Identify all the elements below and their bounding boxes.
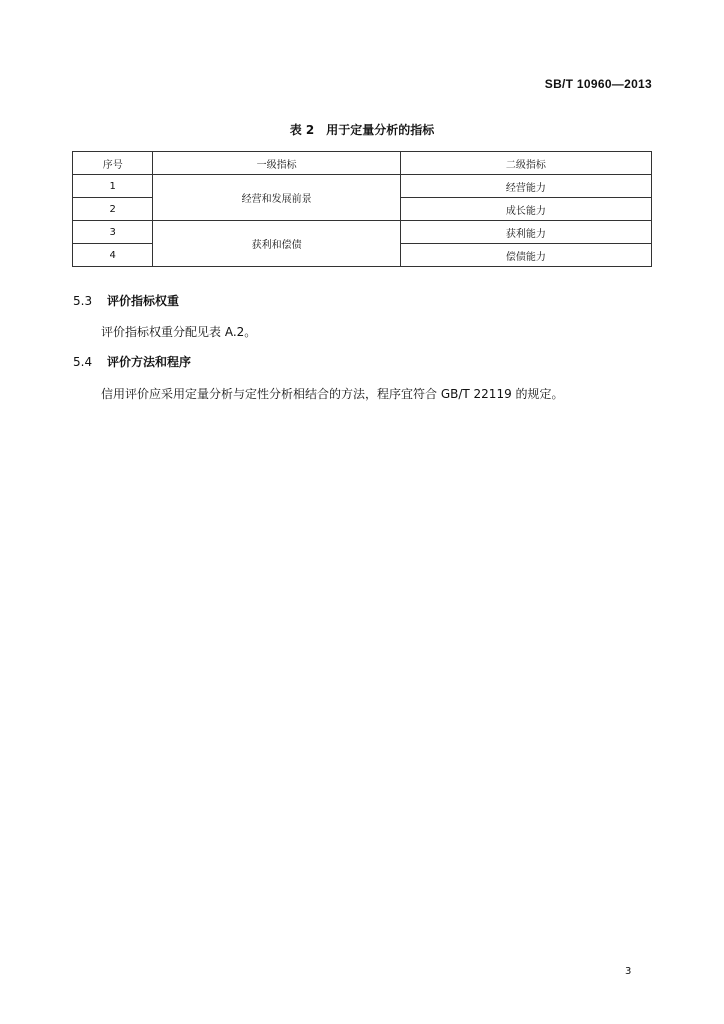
- row-number: 2: [73, 198, 153, 221]
- table-row: [73, 221, 652, 244]
- section-heading-5-4: [73, 353, 191, 370]
- table-caption: 表 2 用于定量分析的指标: [289, 123, 435, 137]
- section-body-5-4: 信用评价应采用定量分析与定性分析相结合的方法，程序宜符合 GB/T 22119 的规定。: [101, 387, 564, 401]
- header-level2: 二级指标: [400, 152, 651, 175]
- indicator-table: [72, 151, 652, 267]
- section-title: 评价指标权重: [107, 294, 180, 308]
- table-header-row: [73, 152, 652, 175]
- header-seq: 序号: [73, 152, 153, 175]
- section-number: 5.3: [73, 294, 93, 308]
- level2-indicator: 偿债能力: [400, 244, 651, 267]
- row-number: 3: [73, 221, 153, 244]
- section-body-5-3: 评价指标权重分配见表 A.2。: [101, 325, 257, 339]
- header-level1: 一级指标: [153, 152, 400, 175]
- page-number: 3: [625, 966, 632, 977]
- row-number: 1: [73, 175, 153, 198]
- table-row: [73, 175, 652, 198]
- level2-indicator: 成长能力: [400, 198, 651, 221]
- row-number: 4: [73, 244, 153, 267]
- standard-code: SB/T 10960—2013: [544, 77, 652, 91]
- level2-indicator: 获利能力: [400, 221, 651, 244]
- section-title: 评价方法和程序: [107, 355, 192, 369]
- section-heading-5-3: [73, 292, 179, 309]
- section-number: 5.4: [73, 355, 93, 369]
- level1-indicator: 经营和发展前景: [153, 175, 400, 221]
- level1-indicator: 获利和偿债: [153, 221, 400, 267]
- level2-indicator: 经营能力: [400, 175, 651, 198]
